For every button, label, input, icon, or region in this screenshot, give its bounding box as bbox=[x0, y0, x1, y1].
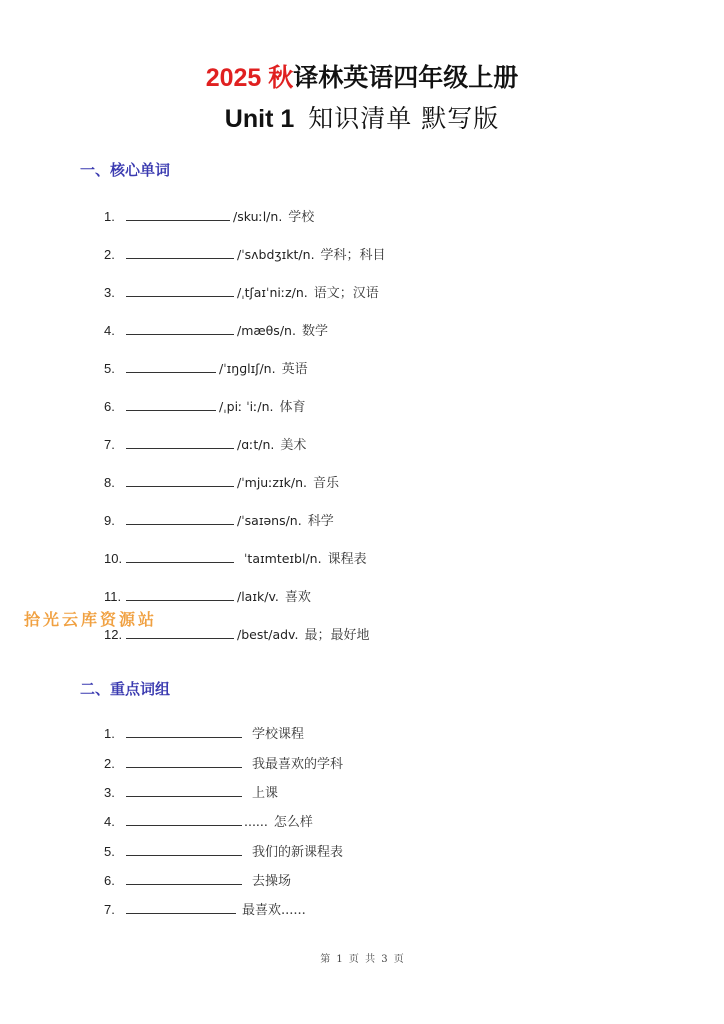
document-title bbox=[0, 58, 724, 94]
answer-blank[interactable] bbox=[126, 208, 230, 221]
phrase-item: 2. 我最喜欢的学科 bbox=[104, 756, 344, 772]
answer-blank[interactable] bbox=[126, 436, 234, 449]
word-item: 12. /best/adv. 最；最好地 bbox=[104, 627, 370, 643]
answer-blank[interactable] bbox=[126, 322, 234, 335]
answer-blank[interactable] bbox=[126, 872, 242, 885]
word-item: 5. /ˈɪŋɡlɪʃ/n. 英语 bbox=[104, 361, 308, 377]
watermark: 拾光云库资源站 bbox=[24, 610, 158, 629]
answer-blank[interactable] bbox=[126, 784, 242, 797]
word-item: 11. /laɪk/v. 喜欢 bbox=[104, 589, 311, 605]
phrase-item: 6. 去操场 bbox=[104, 873, 292, 889]
answer-blank[interactable] bbox=[126, 474, 234, 487]
word-item: 1. /skuːl/n. 学校 bbox=[104, 209, 315, 225]
title-main: 译林英语四年级上册 bbox=[293, 64, 519, 92]
section-heading-key-phrases: 二、重点词组 bbox=[80, 680, 171, 698]
answer-blank[interactable] bbox=[126, 725, 242, 738]
phrase-item: 1. 学校课程 bbox=[104, 726, 305, 742]
phrase-item: 7. 最喜欢...... bbox=[104, 902, 306, 918]
section-heading-core-words: 一、核心单词 bbox=[80, 161, 171, 179]
answer-blank[interactable] bbox=[126, 360, 216, 373]
answer-blank[interactable] bbox=[126, 398, 216, 411]
answer-blank[interactable] bbox=[126, 550, 234, 563]
answer-blank[interactable] bbox=[126, 901, 236, 914]
answer-blank[interactable] bbox=[126, 284, 234, 297]
answer-blank[interactable] bbox=[126, 755, 242, 768]
subtitle-unit: Unit 1 bbox=[224, 105, 295, 133]
word-item: 2. /ˈsʌbdʒɪkt/n. 学科；科目 bbox=[104, 247, 386, 263]
word-item: 9. /ˈsaɪəns/n. 科学 bbox=[104, 513, 334, 529]
page-footer: 第 1 页 共 3 页 bbox=[320, 954, 404, 965]
word-item: 4. /mæθs/n. 数学 bbox=[104, 323, 328, 339]
title-year: 2025 秋 bbox=[205, 64, 294, 92]
answer-blank[interactable] bbox=[126, 246, 234, 259]
word-item: 3. /ˌtʃaɪˈniːz/n. 语文；汉语 bbox=[104, 285, 379, 301]
phrase-item: 5. 我们的新课程表 bbox=[104, 844, 344, 860]
phrase-item: 4. ...... 怎么样 bbox=[104, 814, 313, 830]
word-item: 10. ˈtaɪmteɪbl/n. 课程表 bbox=[104, 551, 367, 567]
document-subtitle bbox=[0, 99, 724, 135]
answer-blank[interactable] bbox=[126, 813, 242, 826]
word-item: 7. /ɑːt/n. 美术 bbox=[104, 437, 307, 453]
word-item: 6. /ˌpiː ˈiː/n. 体育 bbox=[104, 399, 306, 415]
answer-blank[interactable] bbox=[126, 512, 234, 525]
answer-blank[interactable] bbox=[126, 588, 234, 601]
word-item: 8. /ˈmjuːzɪk/n. 音乐 bbox=[104, 475, 339, 491]
subtitle-text: 知识清单 默写版 bbox=[308, 104, 500, 133]
answer-blank[interactable] bbox=[126, 843, 242, 856]
phrase-item: 3. 上课 bbox=[104, 785, 279, 801]
